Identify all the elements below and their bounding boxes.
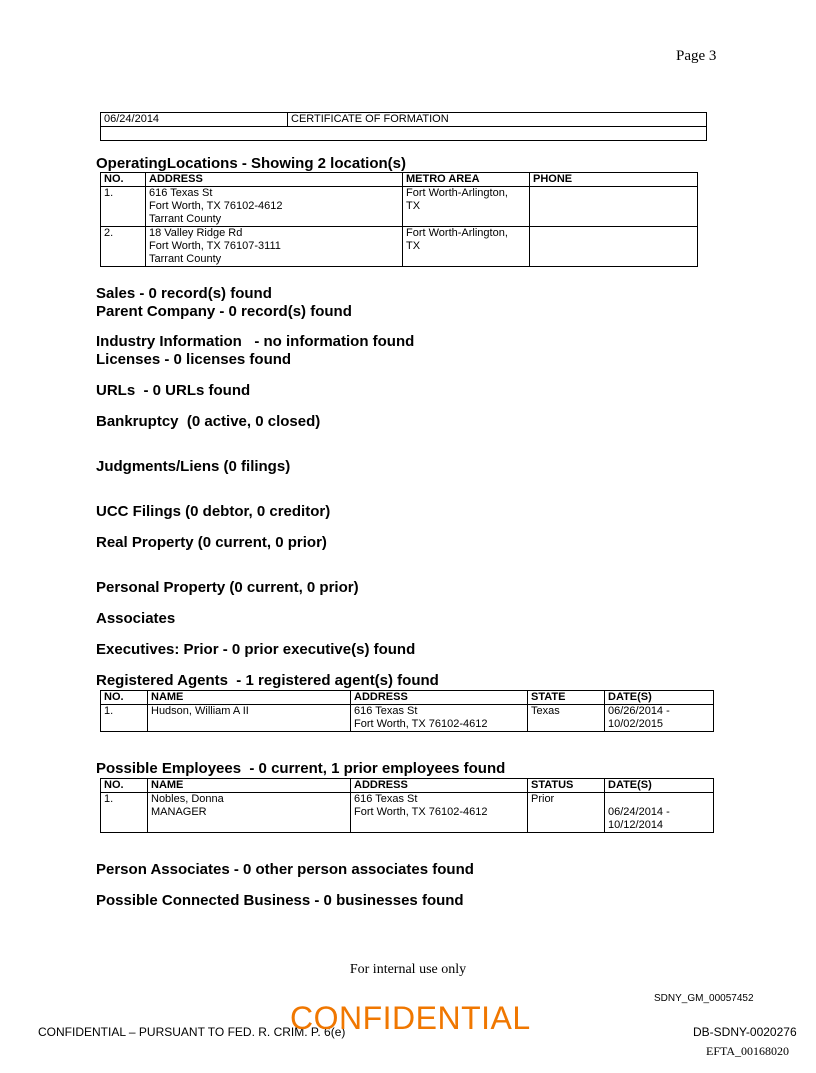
bankruptcy-heading: Bankruptcy (0 active, 0 closed) — [96, 413, 321, 430]
address-line: 616 Texas St — [354, 705, 418, 717]
row-no: 1. — [101, 187, 146, 227]
address-line: Tarrant County — [149, 213, 222, 225]
date-line: 06/24/2014 - — [608, 806, 670, 818]
row-dates — [605, 705, 714, 732]
col-dates: DATE(S) — [605, 691, 714, 705]
operating-locations-table — [100, 172, 698, 267]
address-line: Fort Worth, TX 76102-4612 — [149, 200, 283, 212]
metro-line: TX — [406, 240, 421, 252]
metro-line: Fort Worth-Arlington, — [406, 227, 508, 239]
address-line: Fort Worth, TX 76102-4612 — [354, 806, 488, 818]
name-line: Nobles, Donna — [151, 793, 224, 805]
col-no: NO. — [101, 779, 148, 793]
judgments-heading: Judgments/Liens (0 filings) — [96, 458, 291, 475]
page-number: Page 3 — [676, 48, 717, 64]
row-dates — [605, 793, 714, 833]
metro-line: TX — [406, 200, 421, 212]
col-dates: DATE(S) — [605, 779, 714, 793]
table-row — [101, 227, 698, 267]
col-address: ADDRESS — [351, 779, 528, 793]
row-metro — [403, 227, 530, 267]
col-metro: METRO AREA — [403, 173, 530, 187]
ucc-heading: UCC Filings (0 debtor, 0 creditor) — [96, 503, 331, 520]
filing-date: 06/24/2014 — [101, 113, 288, 127]
filing-empty-row — [101, 127, 707, 141]
filing-description: CERTIFICATE OF FORMATION — [288, 113, 707, 127]
row-metro — [403, 187, 530, 227]
registered-agents-table — [100, 690, 714, 732]
row-address — [146, 227, 403, 267]
address-line: 18 Valley Ridge Rd — [149, 227, 243, 239]
table-header-row — [101, 691, 714, 705]
table-row — [101, 793, 714, 833]
address-line: 616 Texas St — [149, 187, 213, 199]
col-name: NAME — [148, 779, 351, 793]
licenses-heading: Licenses - 0 licenses found — [96, 351, 292, 368]
internal-use-notice: For internal use only — [349, 962, 467, 977]
address-line: Tarrant County — [149, 253, 222, 265]
possible-employees-table — [100, 778, 714, 833]
address-line: Fort Worth, TX 76107-3111 — [149, 240, 281, 252]
date-line: 10/12/2014 — [608, 819, 664, 831]
connected-business-heading: Possible Connected Business - 0 businesses found — [96, 892, 464, 909]
date-line: 10/02/2015 — [608, 718, 664, 730]
table-header-row — [101, 779, 714, 793]
col-status: STATUS — [528, 779, 605, 793]
confidential-notice: CONFIDENTIAL – PURSUANT TO FED. R. CRIM. P. 6(e) — [38, 1025, 346, 1039]
table-header-row — [101, 173, 698, 187]
urls-heading: URLs - 0 URLs found — [96, 382, 251, 399]
possible-employees-heading: Possible Employees - 0 current, 1 prior employees found — [96, 760, 506, 777]
row-state: Texas — [528, 705, 605, 732]
row-name: Hudson, William A II — [148, 705, 351, 732]
operating-locations-heading: OperatingLocations - Showing 2 location(s) — [96, 155, 407, 172]
col-no: NO. — [101, 691, 148, 705]
row-name — [148, 793, 351, 833]
row-phone — [530, 227, 698, 267]
date-line: 06/26/2014 - — [608, 705, 670, 717]
associates-heading: Associates — [96, 610, 176, 627]
row-status: Prior — [528, 793, 605, 833]
row-address — [351, 793, 528, 833]
row-no: 2. — [101, 227, 146, 267]
table-row — [101, 187, 698, 227]
bates-number-bottom: DB-SDNY-0020276 — [693, 1025, 797, 1039]
efta-number: EFTA_00168020 — [706, 1044, 790, 1058]
bates-number-top: SDNY_GM_00057452 — [654, 993, 754, 1004]
row-address — [351, 705, 528, 732]
row-no: 1. — [101, 793, 148, 833]
col-no: NO. — [101, 173, 146, 187]
industry-heading: Industry Information - no information found — [96, 333, 415, 350]
row-address — [146, 187, 403, 227]
personal-property-heading: Personal Property (0 current, 0 prior) — [96, 579, 359, 596]
address-line: 616 Texas St — [354, 793, 418, 805]
parent-company-heading: Parent Company - 0 record(s) found — [96, 303, 352, 320]
confidential-stamp: CONFIDENTIAL — [290, 1000, 531, 1036]
row-phone — [530, 187, 698, 227]
real-property-heading: Real Property (0 current, 0 prior) — [96, 534, 327, 551]
col-name: NAME — [148, 691, 351, 705]
col-phone: PHONE — [530, 173, 698, 187]
title-line: MANAGER — [151, 806, 207, 818]
col-address: ADDRESS — [146, 173, 403, 187]
executives-heading: Executives: Prior - 0 prior executive(s) found — [96, 641, 416, 658]
registered-agents-heading: Registered Agents - 1 registered agent(s) found — [96, 672, 439, 689]
person-associates-heading: Person Associates - 0 other person associates found — [96, 861, 474, 878]
sales-heading: Sales - 0 record(s) found — [96, 285, 272, 302]
col-address: ADDRESS — [351, 691, 528, 705]
table-row — [101, 705, 714, 732]
address-line: Fort Worth, TX 76102-4612 — [354, 718, 488, 730]
col-state: STATE — [528, 691, 605, 705]
filing-table — [100, 112, 707, 141]
row-no: 1. — [101, 705, 148, 732]
metro-line: Fort Worth-Arlington, — [406, 187, 508, 199]
